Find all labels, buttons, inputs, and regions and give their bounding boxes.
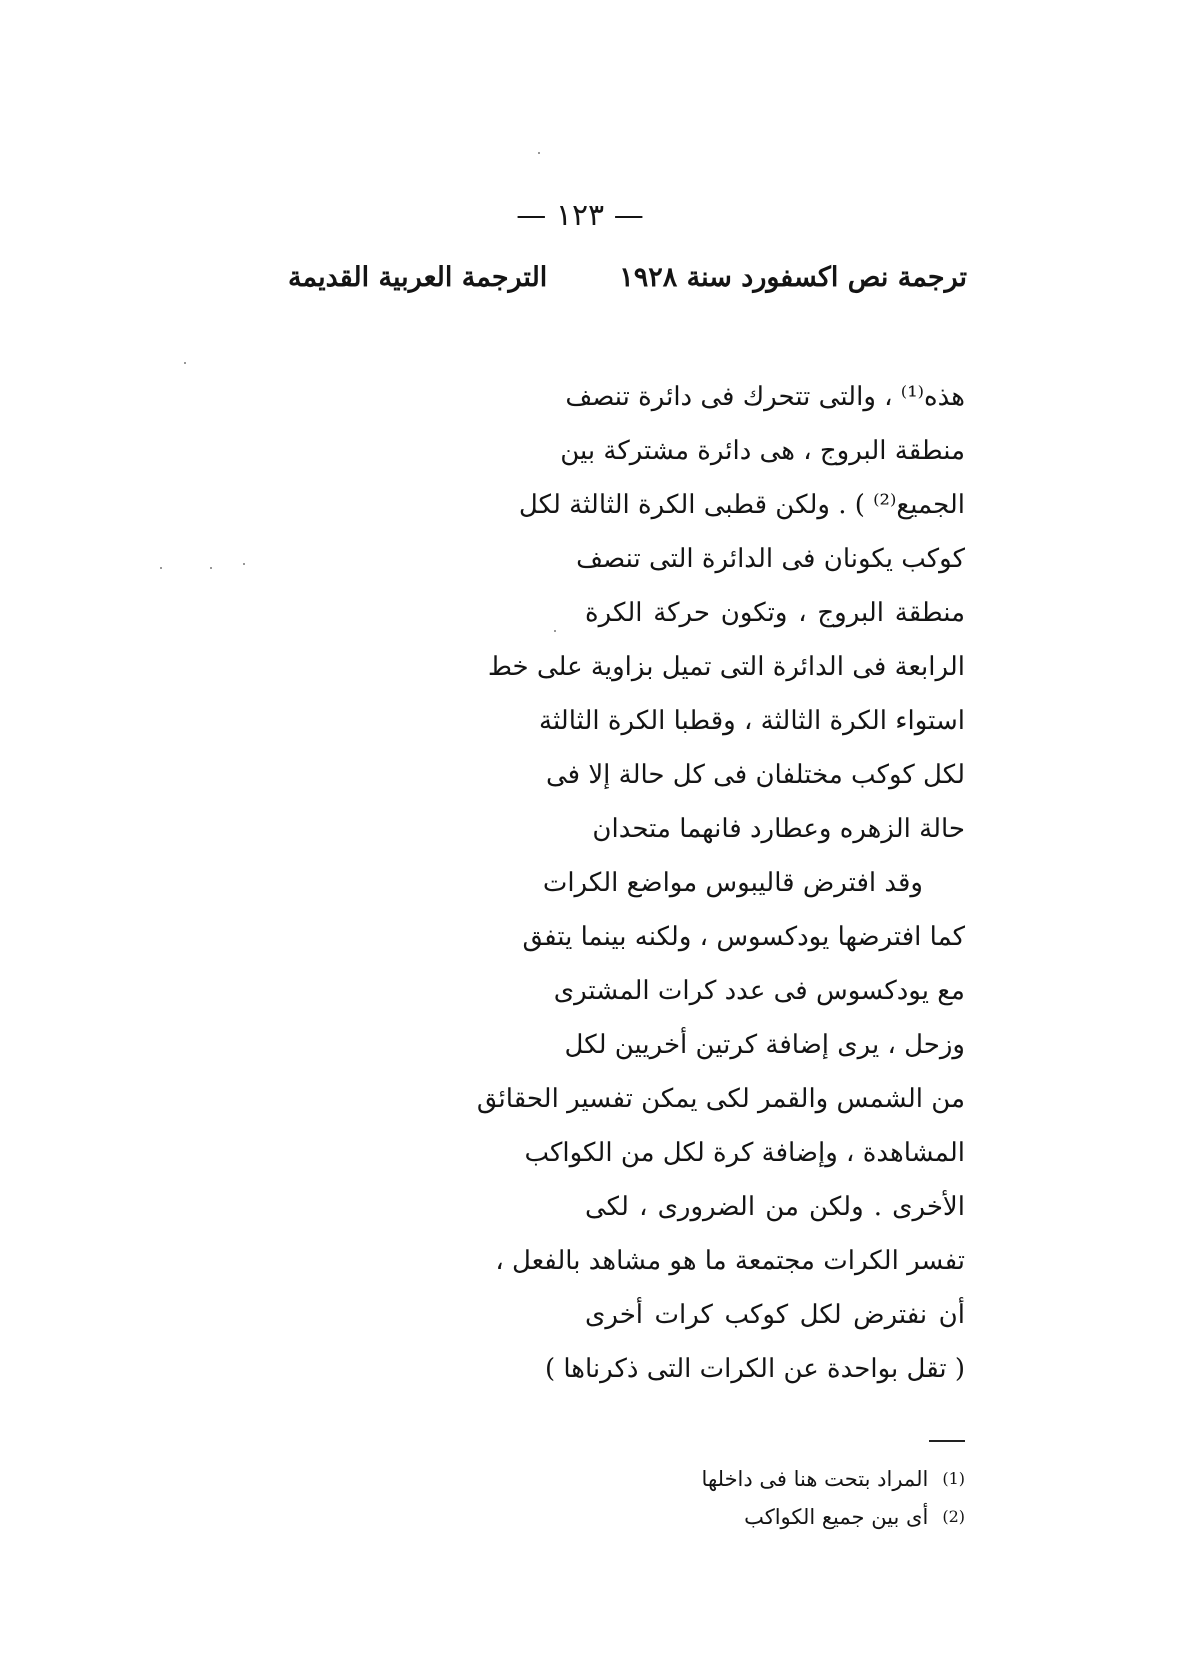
text-line: هذه⁽¹⁾ ، والتى تتحرك فى دائرة تنصف [565,382,965,412]
text-line: المشاهدة ، وإضافة كرة لكل من الكواكب [524,1138,965,1168]
text-line: مع يودكسوس فى عدد كرات المشترى [553,976,965,1006]
footnote-number: (1) [942,1469,965,1488]
page-number: — ١٢٣ — [516,198,644,233]
text-line: منطقة البروج ، وتكون حركة الكرة [585,598,965,628]
text-line: تفسر الكرات مجتمعة ما هو مشاهد بالفعل ، [495,1246,965,1276]
footnote-separator [929,1440,965,1442]
text-line: حالة الزهره وعطارد فانهما متحدان [592,814,965,844]
scan-speck [210,567,212,569]
text-line: استواء الكرة الثالثة ، وقطبا الكرة الثالثة [539,706,965,736]
footnote-text: أى بين جميع الكواكب [744,1505,929,1529]
text-line: كما افترضها يودكسوس ، ولكنه بينما يتفق [522,922,965,952]
footnote-1 [605,1460,965,1498]
footnotes [605,1460,965,1536]
text-line: الأخرى . ولكن من الضرورى ، لكى [585,1192,965,1222]
footnote-2 [605,1498,965,1536]
column-header-oxford-translation: ترجمة نص اكسفورد سنة ١٩٢٨ [619,262,967,293]
scan-speck [184,362,186,364]
text-line: الرابعة فى الدائرة التى تميل بزاوية على خط [487,652,965,682]
text-line: من الشمس والقمر لكى يمكن تفسير الحقائق [476,1084,965,1114]
text-line: منطقة البروج ، هى دائرة مشتركة بين [560,436,965,466]
footnote-text: المراد بتحت هنا فى داخلها [701,1467,929,1491]
paragraph-start-line: وقد افترض قاليبوس مواضع الكرات [542,868,923,898]
scan-speck [160,567,162,569]
text-line: كوكب يكونان فى الدائرة التى تنصف [576,544,965,574]
main-text-column [476,370,965,1396]
text-line: وزحل ، يرى إضافة كرتين أخريين لكل [564,1030,965,1060]
scan-speck [554,630,556,632]
text-line: ( تقل بواحدة عن الكرات التى ذكرناها ) [544,1354,965,1384]
text-line: الجميع⁽²⁾ ) . ولكن قطبى الكرة الثالثة لكل [518,490,965,520]
column-header-old-arabic-translation: الترجمة العربية القديمة [288,262,548,293]
text-line: أن نفترض لكل كوكب كرات أخرى [585,1300,965,1330]
scan-speck [538,152,540,154]
text-line: لكل كوكب مختلفان فى كل حالة إلا فى [545,760,965,790]
footnote-number: (2) [942,1507,965,1526]
scan-speck [243,563,245,565]
